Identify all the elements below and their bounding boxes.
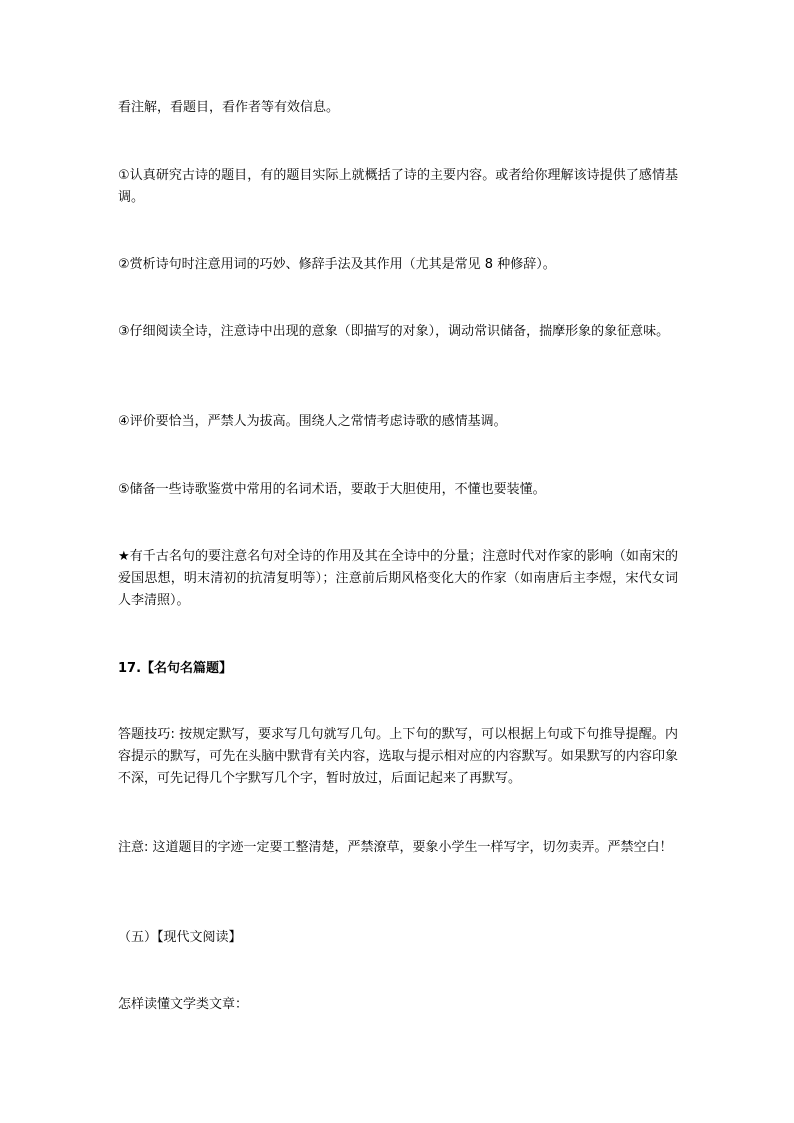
section-heading-5: （五）【现代文阅读】	[118, 930, 242, 945]
paragraph-tip-2: ②赏析诗句时注意用词的巧妙、修辞手法及其作用（尤其是常见 8 种修辞）。	[118, 257, 556, 272]
paragraph-tip-1: ①认真研究古诗的题目，有的题目实际上就概括了诗的主要内容。或者给你理解该诗提供了感情基调。	[118, 168, 678, 205]
paragraph-tip-3: ③仔细阅读全诗，注意诗中出现的意象（即描写的对象），调动常识储备，揣摩形象的象征意味。	[118, 324, 670, 339]
paragraph-tip-4: ④评价要恰当，严禁人为拔高。围绕人之常情考虑诗歌的感情基调。	[118, 414, 507, 429]
paragraph-intro: 看注解，看题目，看作者等有效信息。	[118, 100, 340, 115]
section-heading-17: 17.【名句名篇题】	[118, 661, 233, 676]
paragraph-tip-5: ⑤储备一些诗歌鉴赏中常用的名词术语，要敢于大胆使用，不懂也要装懂。	[118, 482, 546, 497]
paragraph-attention: 注意: 这道题目的字迹一定要工整清楚，严禁潦草，要象小学生一样写字，切勿卖弄。严禁空白！	[118, 840, 673, 855]
paragraph-answer-skills: 答题技巧: 按规定默写，要求写几句就写几句。上下句的默写，可以根据上句或下句推导提醒。内容提示的默写，可先在头脑中默背有关内容，选取与提示相对应的内容默写。如果默写的内容印象不深，可先记得几个字默写几个字，暂时放过，后面记起来了再默写。	[118, 727, 678, 786]
paragraph-star-note: ★有千古名句的要注意名句对全诗的作用及其在全诗中的分量；注意时代对作家的影响（如南宋的爱国思想，明末清初的抗清复明等）；注意前后期风格变化大的作家（如南唐后主李煜，宋代女词人李清照）。	[118, 549, 678, 608]
paragraph-how-to-read: 怎样读懂文学类文章：	[118, 997, 249, 1012]
